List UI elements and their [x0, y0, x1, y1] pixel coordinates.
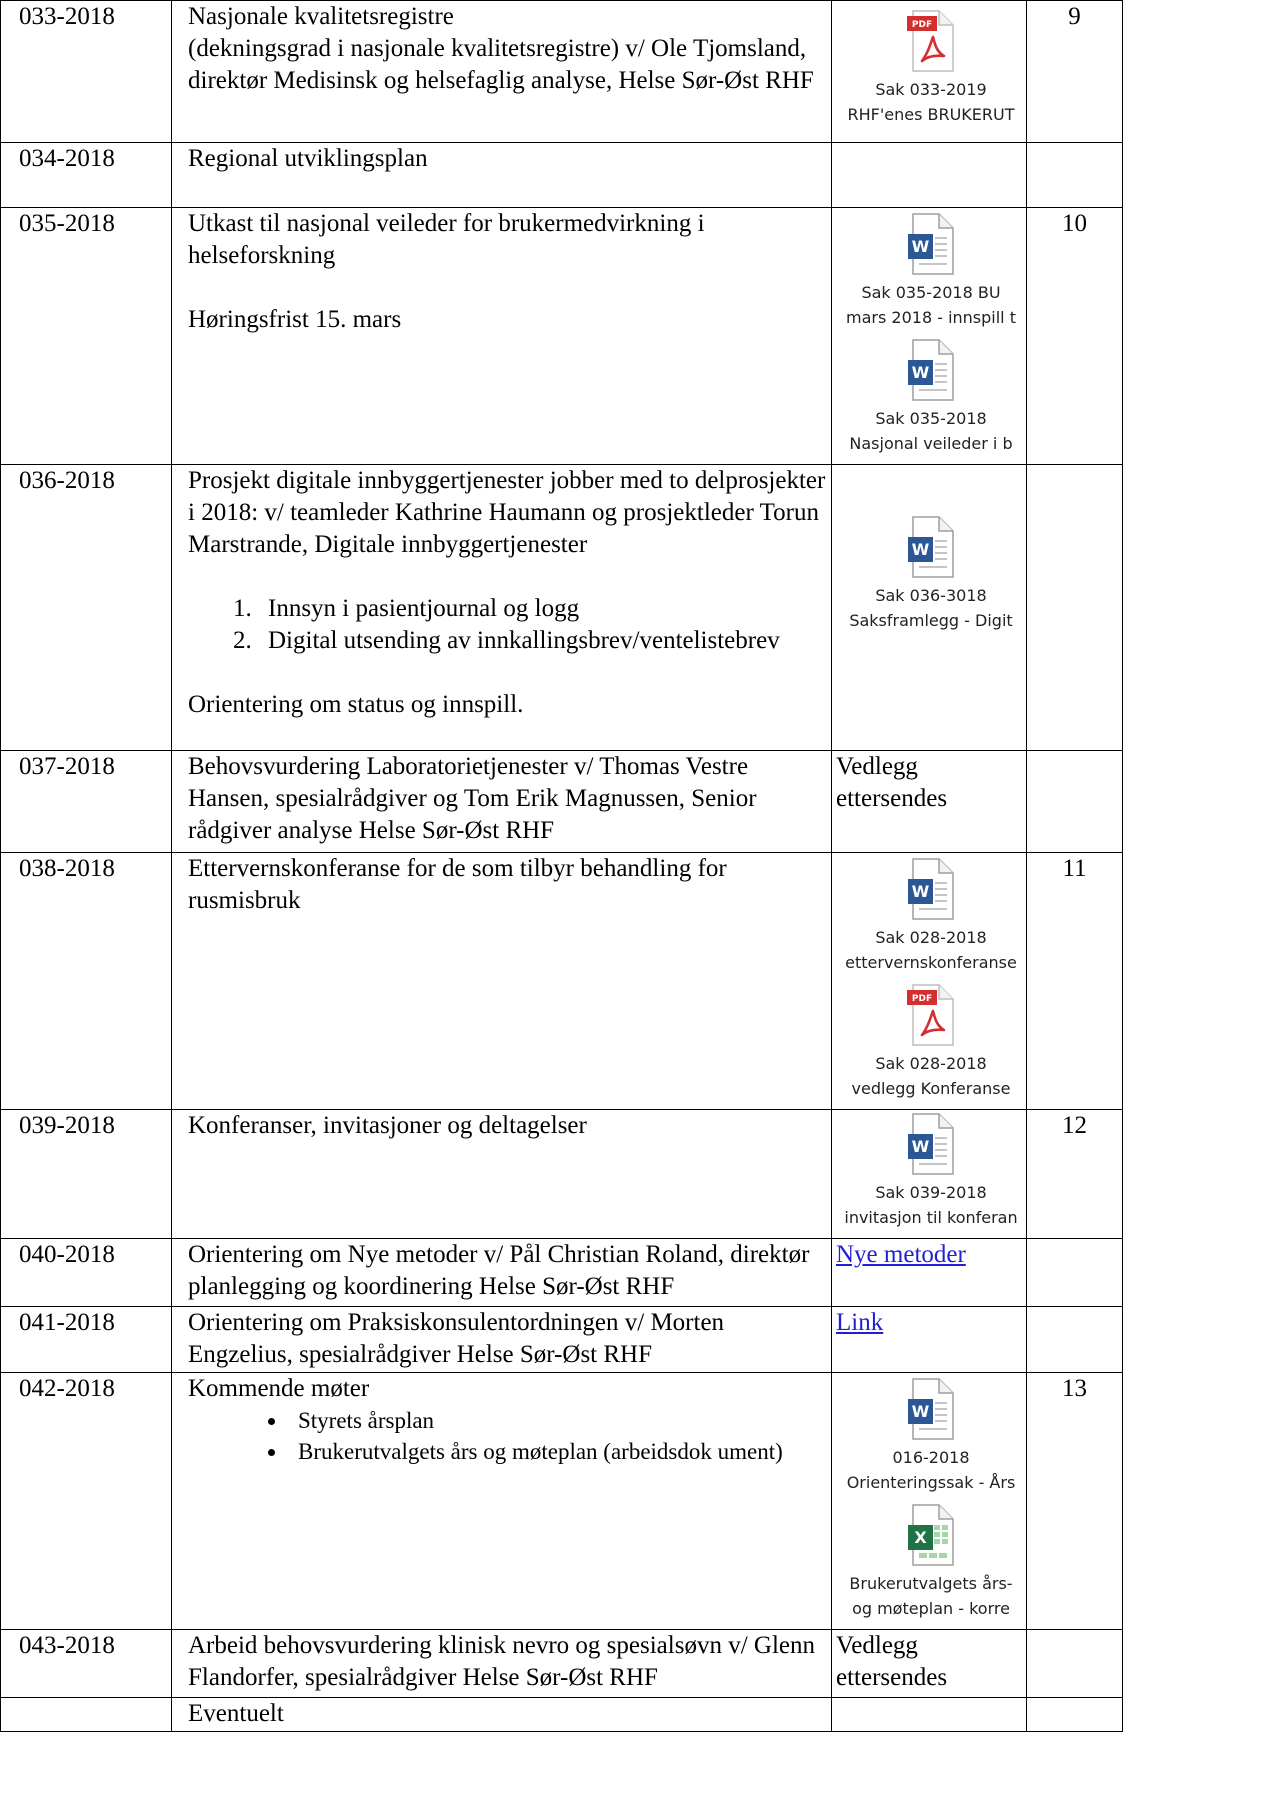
page-number: 13: [1027, 1373, 1123, 1630]
praksiskonsulent-link[interactable]: Link: [836, 1309, 884, 1336]
nye-metoder-link[interactable]: Nye metoder: [836, 1241, 966, 1268]
attachment-word[interactable]: [836, 338, 1026, 456]
case-title: Konferanser, invitasjoner og deltagelser: [188, 1112, 587, 1139]
pdf-icon: [905, 9, 957, 73]
case-number: 042-2018: [1, 1373, 172, 1630]
table-row: [1, 1373, 1123, 1630]
attachments-cell: [832, 1110, 1027, 1239]
attachment-pdf[interactable]: [836, 9, 1026, 127]
case-title-cell: [172, 1373, 832, 1630]
table-row: [1, 1698, 1123, 1732]
table-row: [1, 1239, 1123, 1307]
attachment-caption: Sak 035-2018 BU: [861, 283, 1001, 302]
attachments-cell: [832, 465, 1027, 751]
case-note: Høringsfrist 15. mars: [188, 306, 402, 333]
page-number: [1027, 143, 1123, 208]
case-number: 043-2018: [1, 1630, 172, 1698]
attachment-caption: RHF'enes BRUKERUT: [847, 105, 1015, 124]
attachment-word[interactable]: [836, 212, 1026, 330]
attachment-caption: Sak 036-3018: [875, 586, 987, 605]
attachment-word[interactable]: [836, 515, 1026, 633]
page-number: 11: [1027, 853, 1123, 1110]
attachment-caption: Sak 039-2018: [875, 1183, 987, 1202]
attachment-caption: og møteplan - korre: [852, 1599, 1010, 1618]
attachment-excel[interactable]: [836, 1503, 1026, 1621]
word-icon: [905, 212, 957, 276]
attachment-caption: Sak 035-2018: [875, 409, 987, 428]
attachments-cell: [832, 208, 1027, 465]
page-number: 9: [1027, 1, 1123, 143]
attachment-caption: Saksframlegg - Digit: [849, 611, 1013, 630]
bullet-list: [188, 1405, 827, 1467]
page-number: [1027, 1239, 1123, 1307]
attachments-cell: [832, 751, 1027, 853]
case-number: 040-2018: [1, 1239, 172, 1307]
attachment-caption: ettervernskonferanse: [845, 953, 1017, 972]
case-number: 034-2018: [1, 143, 172, 208]
table-row: [1, 853, 1123, 1110]
case-title: Arbeid behovsvurdering klinisk nevro og spesialsøvn v/ Glenn Flandorfer, spesialrådgiver Helse Sør-Øst RHF: [188, 1632, 815, 1691]
attachments-cell: [832, 1373, 1027, 1630]
table-row: [1, 751, 1123, 853]
case-title: Orientering om Nye metoder v/ Pål Christian Roland, direktør planlegging og koordinering Helse Sør-Øst RHF: [188, 1241, 810, 1300]
word-icon: [905, 1112, 957, 1176]
case-title: Utkast til nasjonal veileder for brukermedvirkning i helseforskning: [188, 210, 705, 269]
attachments-cell: [832, 1307, 1027, 1373]
page-number: 12: [1027, 1110, 1123, 1239]
case-title: Nasjonale kvalitetsregistre (dekningsgrad i nasjonale kvalitetsregistre) v/ Ole Tjomsland, direktør Medisinsk og helsefaglig analyse, Helse Sør-Øst RHF: [188, 3, 814, 94]
word-icon: [905, 1377, 957, 1441]
page-number: [1027, 1307, 1123, 1373]
case-title-cell: [172, 1307, 832, 1373]
word-icon: [905, 857, 957, 921]
list-item: • Styrets årsplan: [288, 1405, 827, 1436]
table-row: [1, 208, 1123, 465]
case-number: 041-2018: [1, 1307, 172, 1373]
case-title-cell: [172, 208, 832, 465]
svg-text:PDF: PDF: [911, 20, 933, 30]
attachment-note: Vedlegg ettersendes: [836, 1632, 948, 1691]
svg-text:PDF: PDF: [911, 994, 933, 1004]
case-number: 033-2018: [1, 1, 172, 143]
case-title-cell: [172, 751, 832, 853]
case-title-cell: [172, 1698, 832, 1732]
svg-text:W: W: [911, 882, 930, 901]
word-icon: [905, 515, 957, 579]
table-row: [1, 1, 1123, 143]
attachments-cell: [832, 1, 1027, 143]
case-title-cell: [172, 1, 832, 143]
page-number: [1027, 751, 1123, 853]
attachment-word[interactable]: [836, 1377, 1026, 1495]
case-title: Kommende møter: [188, 1375, 370, 1402]
case-title-cell: [172, 853, 832, 1110]
svg-text:W: W: [911, 1402, 930, 1421]
case-title: Orientering om Praksiskonsulentordningen v/ Morten Engzelius, spesialrådgiver Helse Sør-Øst RHF: [188, 1309, 725, 1368]
attachment-caption: mars 2018 - innspill t: [846, 308, 1016, 327]
page-number: [1027, 465, 1123, 751]
attachment-caption: Sak 028-2018: [875, 928, 987, 947]
page-number: [1027, 1698, 1123, 1732]
page-number: [1027, 1630, 1123, 1698]
attachment-caption: Brukerutvalgets års-: [849, 1574, 1013, 1593]
case-title: Prosjekt digitale innbyggertjenester jobber med to delprosjekter i 2018: v/ teamleder Kathrine Haumann og prosjektleder Torun Marstrande, Digitale innbyggertjenester: [188, 467, 826, 558]
excel-icon: [905, 1503, 957, 1567]
attachment-caption: vedlegg Konferanse: [851, 1079, 1011, 1098]
attachment-word[interactable]: [836, 1112, 1026, 1230]
attachments-cell: [832, 1239, 1027, 1307]
list-item: 2. Digital utsending av innkallingsbrev/ventelistebrev: [258, 625, 827, 657]
attachment-caption: 016-2018: [892, 1448, 970, 1467]
case-number: 039-2018: [1, 1110, 172, 1239]
case-number: 037-2018: [1, 751, 172, 853]
case-title-cell: [172, 465, 832, 751]
page-number: 10: [1027, 208, 1123, 465]
case-number: [1, 1698, 172, 1732]
attachment-pdf[interactable]: [836, 983, 1026, 1101]
attachment-note: Vedlegg ettersendes: [836, 753, 948, 812]
svg-text:W: W: [911, 540, 930, 559]
case-number: 035-2018: [1, 208, 172, 465]
case-title-cell: [172, 1239, 832, 1307]
case-note: Orientering om status og innspill.: [188, 691, 524, 718]
word-icon: [905, 338, 957, 402]
attachments-cell: [832, 1698, 1027, 1732]
list-item: • Brukerutvalgets års og møteplan (arbeidsdok ument): [288, 1436, 827, 1467]
numbered-list: [188, 593, 827, 657]
svg-text:W: W: [911, 363, 930, 382]
table-row: [1, 465, 1123, 751]
list-item: 1. Innsyn i pasientjournal og logg: [258, 593, 827, 625]
case-number: 038-2018: [1, 853, 172, 1110]
attachment-word[interactable]: [836, 857, 1026, 975]
pdf-icon: [905, 983, 957, 1047]
table-row: [1, 1307, 1123, 1373]
case-title: Eventuelt: [188, 1700, 284, 1727]
svg-text:X: X: [914, 1528, 927, 1547]
attachment-caption: Sak 028-2018: [875, 1054, 987, 1073]
attachment-caption: Nasjonal veileder i b: [849, 434, 1013, 453]
case-title-cell: [172, 143, 832, 208]
case-title: Regional utviklingsplan: [188, 145, 428, 172]
svg-text:W: W: [911, 237, 930, 256]
attachments-cell: [832, 853, 1027, 1110]
case-title: Ettervernskonferanse for de som tilbyr behandling for rusmisbruk: [188, 855, 727, 914]
case-number: 036-2018: [1, 465, 172, 751]
attachment-caption: invitasjon til konferan: [844, 1208, 1018, 1227]
attachments-cell: [832, 143, 1027, 208]
case-title-cell: [172, 1110, 832, 1239]
table-row: [1, 1110, 1123, 1239]
svg-text:W: W: [911, 1137, 930, 1156]
table-row: [1, 1630, 1123, 1698]
attachment-caption: Orienteringssak - Års: [846, 1473, 1016, 1492]
case-title-cell: [172, 1630, 832, 1698]
table-row: [1, 143, 1123, 208]
case-title: Behovsvurdering Laboratorietjenester v/ Thomas Vestre Hansen, spesialrådgiver og Tom Erik Magnussen, Senior rådgiver analyse Helse Sør-Øst RHF: [188, 753, 757, 844]
attachment-caption: Sak 033-2019: [875, 80, 987, 99]
attachments-cell: [832, 1630, 1027, 1698]
